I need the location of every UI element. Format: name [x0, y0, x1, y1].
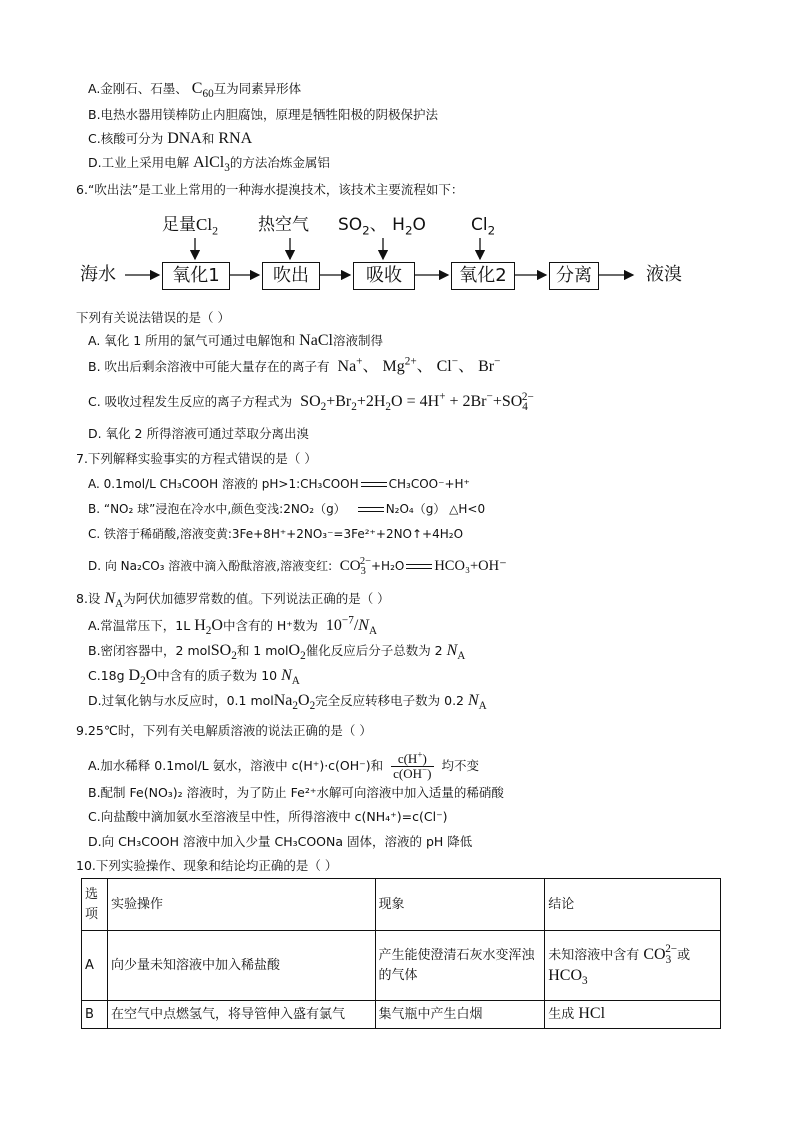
q9-stem: 9.25℃时，下列有关电解质溶液的说法正确的是（ ） [76, 723, 372, 738]
cell-phenomenon: 产生能使澄清石灰水变浑浊的气体 [375, 931, 545, 1001]
q7-option-a: A. 0.1mol/L CH₃COOH 溶液的 pH>1:CH₃COOH CH₃COO⁻+H⁺ [88, 477, 470, 491]
flow-end-liquid-bromine: 液溴 [646, 264, 682, 285]
cell-conclusion: 生成 HCl [545, 1001, 721, 1029]
feed-hot-air-label: 热空气 [258, 215, 309, 235]
q6-option-d: D. 氧化 2 所得溶液可通过萃取分离出溴 [88, 426, 309, 441]
q6-option-a: A. 氧化 1 所用的氯气可通过电解饱和 NaCl溶液制得 [88, 332, 383, 349]
equilibrium-arrow-icon [356, 505, 386, 515]
table-row [82, 931, 721, 1001]
feed-cl2-label: 足量$Cl_2$ [162, 215, 219, 238]
q5-option-b: B.电热水器用镁棒防止内胆腐蚀，原理是牺牲阳极的阴极保护法 [88, 107, 439, 122]
table-row [82, 1001, 721, 1029]
cell-operation: 在空气中点燃氢气，将导管伸入盛有氯气 [107, 1001, 375, 1029]
feed-cl2-label-2: $Cl_2$ [471, 215, 496, 238]
q10-table [81, 878, 721, 1029]
q9-option-a: A.加水稀释 0.1mol/L 氨水，溶液中 c(H⁺)·c(OH⁻)和 $\frac{c(H^+)}{c(OH^-)}$ 均不变 [88, 749, 479, 781]
equilibrium-arrow-icon [404, 562, 434, 572]
cell-option: B [82, 1001, 108, 1029]
q7-stem: 7.下列解释实验事实的方程式错误的是（ ） [76, 451, 317, 466]
header-option: 选项 [82, 879, 108, 931]
q9-option-c: C.向盐酸中滴加氨水至溶液呈中性，所得溶液中 c(NH₄⁺)=c(Cl⁻) [88, 809, 448, 824]
cell-operation: 向少量未知溶液中加入稀盐酸 [107, 931, 375, 1001]
q9-option-d: D.向 CH₃COOH 溶液中加入少量 CH₃COONa 固体，溶液的 pH 降低 [88, 834, 473, 849]
q8-option-c: C.18g $D_2O$中含有的质子数为 10 $N_A$ [88, 667, 300, 688]
q10-stem: 10.下列实验操作、现象和结论均正确的是（ ） [76, 858, 338, 873]
flow-box-oxidation-2: 氧化2 [451, 262, 515, 290]
header-phenomenon: 现象 [375, 879, 545, 931]
q8-stem: 8.设 $N_A$为阿伏加德罗常数的值。下列说法正确的是（ ） [76, 590, 390, 611]
q7-option-b: B. “NO₂ 球”浸泡在冷水中,颜色变浅:2NO₂（g） N₂O₄（g） △H<0 [88, 502, 486, 516]
q7-option-c: C. 铁溶于稀硝酸,溶液变黄:3Fe+8H⁺+2NO₃⁻=3Fe²⁺+2NO↑+4H₂O [88, 527, 464, 541]
flow-box-absorb: 吸收 [353, 262, 415, 290]
q9-option-b: B.配制 Fe(NO₃)₂ 溶液时，为了防止 Fe²⁺水解可向溶液中加入适量的稀硝酸 [88, 785, 504, 800]
cell-option: A [82, 931, 108, 1001]
equilibrium-arrow-icon [359, 480, 389, 490]
q5-option-c: C.核酸可分为 DNA和 RNA [88, 130, 253, 147]
q6-stem: 6.“吹出法”是工业上常用的一种海水提溴技术，该技术主要流程如下： [76, 182, 464, 197]
flow-box-separate: 分离 [549, 262, 599, 290]
q5-option-a: A.金刚石、石墨、 $C_{60}$互为同素异形体 [88, 80, 302, 101]
q8-option-d: D.过氧化钠与水反应时，0.1 $molNa_2O_2$完全反应转移电子数为 0.2 $N_A$ [88, 692, 487, 713]
q8-option-a: A.常温常压下，1L $H_2O$中含有的 H⁺数为 $10^{-7}/N_A$ [88, 614, 378, 638]
header-operation: 实验操作 [107, 879, 375, 931]
feed-so2-h2o-label: $SO_2$、 $H_2O$ [338, 215, 426, 238]
q6-option-b: B. 吹出后剩余溶液中可能大量存在的离子有 Na+、 $Mg^{2+}$、 Cl−、 Br− [88, 355, 501, 375]
fraction-h-over-oh: $\frac{c(H^+)}{c(OH^-)}$ [393, 749, 432, 781]
flow-start-seawater: 海水 [80, 264, 116, 285]
table-header-row [82, 879, 721, 931]
q7-option-d: D. 向 Na₂CO₃ 溶液中滴入酚酞溶液,溶液变红: $CO_3^{2-}+H_2O$ HCO₃+OH⁻ [88, 556, 507, 577]
header-conclusion: 结论 [545, 879, 721, 931]
cell-conclusion: 未知溶液中含有 $CO_3^{2-}$或 $HCO_3$ [545, 931, 721, 1001]
q8-option-b: B.密闭容器中，2 molSO$_2$和 1 molO$_2$催化反应后分子总数为 2 $N_A$ [88, 642, 466, 663]
flow-box-blow-out: 吹出 [262, 262, 320, 290]
q6-option-c: C. 吸收过程发生反应的离子方程式为 $SO_2+Br_2+2H_2O = 4H^+ + 2Br^-+SO_4^{2-}$ [88, 390, 534, 414]
q6-question: 下列有关说法错误的是（ ） [76, 310, 230, 325]
q5-option-d: D.工业上采用电解 AlCl$_3$的方法冶炼金属铝 [88, 154, 330, 175]
flow-box-oxidation-1: 氧化1 [162, 262, 230, 290]
cell-phenomenon: 集气瓶中产生白烟 [375, 1001, 545, 1029]
